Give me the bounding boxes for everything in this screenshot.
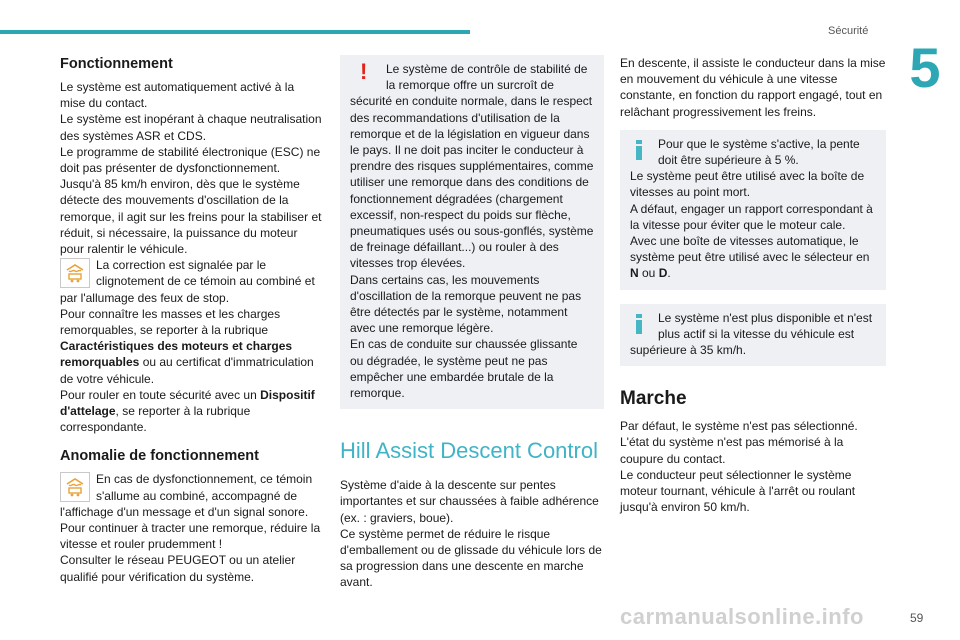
column-3 bbox=[620, 55, 886, 515]
text-run: , se reporter à la rubrique correspondante. bbox=[60, 404, 251, 435]
paragraph: Ce système permet de réduire le risque d'emballement ou de glissade du véhicule lors de sa progression dans une descente en marche avant. bbox=[340, 526, 602, 590]
warning-box bbox=[340, 55, 604, 409]
header-accent-bar bbox=[0, 30, 470, 34]
paragraph: La correction est signalée par le clignotement de ce témoin au combiné et par l'allumage des feux de stop. bbox=[60, 258, 315, 305]
paragraph: L'état du système n'est pas mémorisé à la coupure du contact. bbox=[620, 435, 844, 466]
malfunction-lamp-paragraph bbox=[60, 471, 322, 520]
masses-paragraph bbox=[60, 306, 322, 387]
chapter-number: 5 bbox=[909, 36, 941, 99]
exclamation-warning-icon: ! bbox=[360, 59, 368, 84]
page-number: 59 bbox=[910, 611, 924, 625]
paragraph: Consulter le réseau PEUGEOT ou un atelier qualifié pour vérification du système. bbox=[60, 553, 296, 584]
paragraph: Le système est inopérant à chaque neutralisation des systèmes ASR et CDS. bbox=[60, 112, 322, 143]
paragraph: Le système peut être utilisé avec la boîte de vitesses au point mort. bbox=[630, 169, 865, 200]
paragraph: Jusqu'à 85 km/h environ, dès que le système détecte des mouvements d'oscillation de la remorque, il agit sur les freins pour la stabiliser et réduit, si nécessaire, la puissance du moteur pour ralentir le véhicule. bbox=[60, 177, 322, 257]
hill-assist-heading: Hill Assist Descent Control bbox=[340, 438, 598, 464]
paragraph: Pour continuer à tracter une remorque, réduire la vitesse et rouler prudemment ! bbox=[60, 521, 321, 552]
anomalie-heading: Anomalie de fonctionnement bbox=[60, 448, 259, 465]
info-box bbox=[620, 304, 886, 367]
fonctionnement-heading: Fonctionnement bbox=[60, 56, 173, 72]
info-box bbox=[620, 130, 886, 290]
text-run: Pour connaître les masses et les charges remorquables, se reporter à la rubrique bbox=[60, 306, 281, 338]
trailer-stability-warning-icon bbox=[60, 258, 90, 288]
trailer-stability-warning-icon bbox=[60, 472, 90, 502]
text-run: Pour rouler en toute sécurité avec un bbox=[60, 387, 261, 402]
text-run: ou au certificat d'immatriculation de votre véhicule. bbox=[60, 355, 314, 386]
bold-reference: Dispositif d'attelage bbox=[60, 387, 315, 419]
paragraph: Le système est automatiquement activé à la mise du contact. bbox=[60, 80, 295, 111]
attelage-paragraph bbox=[60, 387, 322, 436]
paragraph: A défaut, engager un rapport correspondant à la vitesse pour éviter que le moteur cale. bbox=[630, 201, 873, 232]
section-title: Sécurité bbox=[828, 25, 869, 37]
paragraph: En cas de conduite sur chaussée glissante ou dégradée, le système peut ne pas empêcher une embardée brutale de la remorque. bbox=[350, 337, 578, 401]
gear-n: N bbox=[630, 266, 639, 281]
text-run: . bbox=[667, 266, 671, 281]
paragraph: En cas de dysfonctionnement, ce témoin s'allume au combiné, accompagné de l'affichage d'un message et d'un signal sonore. bbox=[60, 472, 313, 519]
text-run: ou bbox=[638, 266, 659, 281]
info-icon bbox=[636, 140, 642, 160]
warning-lamp-paragraph bbox=[60, 257, 322, 306]
marche-heading: Marche bbox=[620, 388, 687, 410]
info-icon bbox=[636, 314, 642, 334]
paragraph: Le conducteur peut sélectionner le système moteur tournant, véhicule à l'arrêt ou roulant jusqu'à environ 50 km/h. bbox=[620, 467, 856, 515]
paragraph: Par défaut, le système n'est pas sélectionné. bbox=[620, 419, 858, 434]
text-run: Avec une boîte de vitesses automatique, le système peut être utilisé avec le sélecteur en bbox=[630, 234, 870, 265]
paragraph: Le système n'est plus disponible et n'est plus actif si la vitesse du véhicule est supérieure à 35 km/h. bbox=[630, 310, 873, 358]
paragraph: En descente, il assiste le conducteur dans la mise en mouvement du véhicule à une vitesse constante, en fonction du rapport engagé, tout en relâchant progressivement les freins. bbox=[620, 56, 886, 119]
paragraph: Pour que le système s'active, la pente doit être supérieure à 5 %. bbox=[658, 136, 860, 168]
bold-reference: Caractéristiques des moteurs et charges remorquables bbox=[60, 339, 293, 370]
selector-paragraph bbox=[630, 233, 876, 282]
paragraph: Le système de contrôle de stabilité de la remorque offre un surcroît de sécurité en conduite normale, dans le respect des recommandations d'utilisation de la remorque et de la législation en vigueur dans le pays. Il ne doit pas inciter le conducteur à prendre des risques supplémentaires, comme utiliser une remorque dans des conditions de fonctionnement dégradées (chargement excessif, non-respect du poids sur flèche, pneumatiques usés ou sous-gonflés, système de freinage défaillant...) ou rouler à des vitesses trop élevées. bbox=[350, 62, 594, 271]
column-1 bbox=[60, 55, 322, 585]
paragraph: Dans certains cas, les mouvements d'oscillation de la remorque peuvent ne pas être détectés par le système, notamment avec une remorque légère. bbox=[350, 272, 582, 336]
watermark: carmanualsonline.info bbox=[620, 604, 864, 629]
paragraph: Le programme de stabilité électronique (ESC) ne doit pas présenter de dysfonctionnement. bbox=[60, 144, 321, 176]
gear-d: D bbox=[658, 266, 668, 281]
paragraph: Système d'aide à la descente sur pentes importantes et sur chaussées à faible adhérence (ex. : graviers, boue). bbox=[340, 478, 599, 525]
column-2 bbox=[340, 55, 604, 591]
